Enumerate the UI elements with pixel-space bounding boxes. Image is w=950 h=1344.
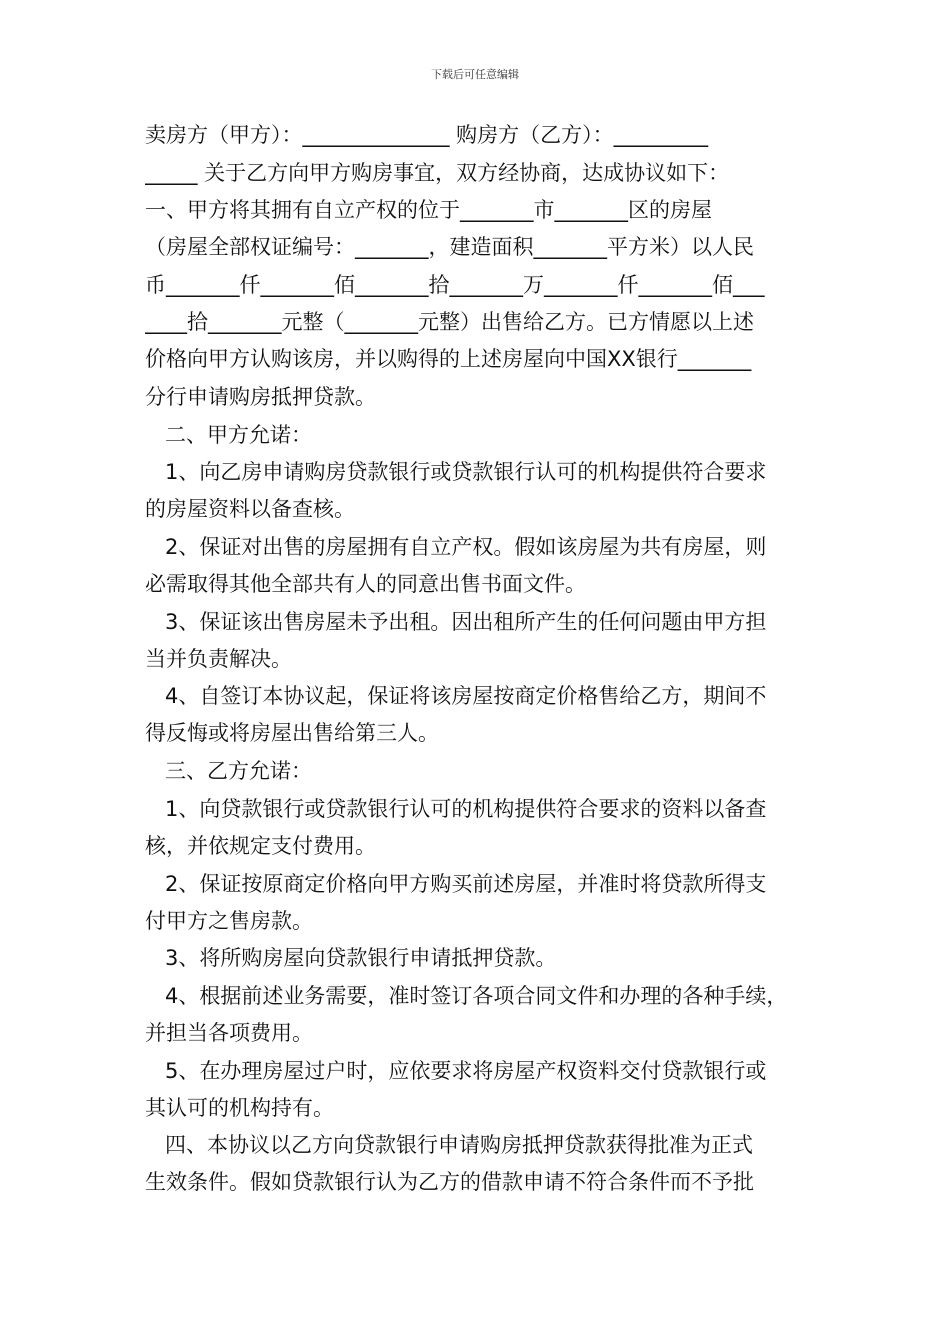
document-line: 一、甲方将其拥有自立产权的位于_______市_______区的房屋 [145,198,712,222]
document-line: 1、向贷款银行或贷款银行认可的机构提供符合要求的资料以备查 [165,796,767,821]
document-line: 的房屋资料以备查核。 [145,497,355,522]
document-line: 2、保证按原商定价格向甲方购买前述房屋，并准时将贷款所得支 [165,871,767,896]
document-line: 4、根据前述业务需要，准时签订各项合同文件和办理的各种手续， [165,983,788,1008]
document-line: 付甲方之售房款。 [145,908,313,933]
document-line: 5、在办理房屋过户时，应依要求将房屋产权资料交付贷款银行或 [165,1058,767,1083]
document-line: 币_______仟_______佰_______拾_______万_______仟_______佰___ [145,273,765,297]
document-body [145,117,808,1201]
document-line: 4、自签订本协议起，保证将该房屋按商定价格售给乙方，期间不 [165,684,767,709]
document-line: 必需取得其他全部共有人的同意出售书面文件。 [145,572,586,597]
document-line: 价格向甲方认购该房，并以购得的上述房屋向中国XX银行_______ [145,347,752,371]
document-line: _____ 关于乙方向甲方购房事宜，双方经协商，达成协议如下： [145,161,730,185]
document-line: 生效条件。假如贷款银行认为乙方的借款申请不符合条件而不予批 [145,1170,754,1195]
document-line: （房屋全部权证编号：_______，建造面积_______平方米）以人民 [145,235,754,259]
document-line: 三、乙方允诺： [165,759,312,784]
document-line: 二、甲方允诺： [165,422,312,447]
document-line: 核，并依规定支付费用。 [145,833,376,858]
document-line: 1、向乙房申请购房贷款银行或贷款银行认可的机构提供符合要求 [165,460,767,485]
document-line: 并担当各项费用。 [145,1020,313,1045]
document-line: 四、本协议以乙方向贷款银行申请购房抵押贷款获得批准为正式 [165,1133,753,1158]
document-line: 卖房方（甲方）：______________ 购房方（乙方）：_________ [145,123,709,147]
document-line: 分行申请购房抵押贷款。 [145,385,376,409]
document-line: 3、保证该出售房屋未予出租。因出租所产生的任何问题由甲方担 [165,609,767,634]
document-line: 其认可的机构持有。 [145,1095,334,1120]
document-line: 得反悔或将房屋出售给第三人。 [145,721,439,746]
document-line: 当并负责解决。 [145,646,292,671]
header-note: 下载后可任意编辑 [431,68,519,81]
document-line: 2、保证对出售的房屋拥有自立产权。假如该房屋为共有房屋，则 [165,535,767,560]
document-line: ____拾_______元整（_______元整）出售给乙方。已方情愿以上述 [145,310,754,334]
document-line: 3、将所购房屋向贷款银行申请抵押贷款。 [165,946,557,971]
